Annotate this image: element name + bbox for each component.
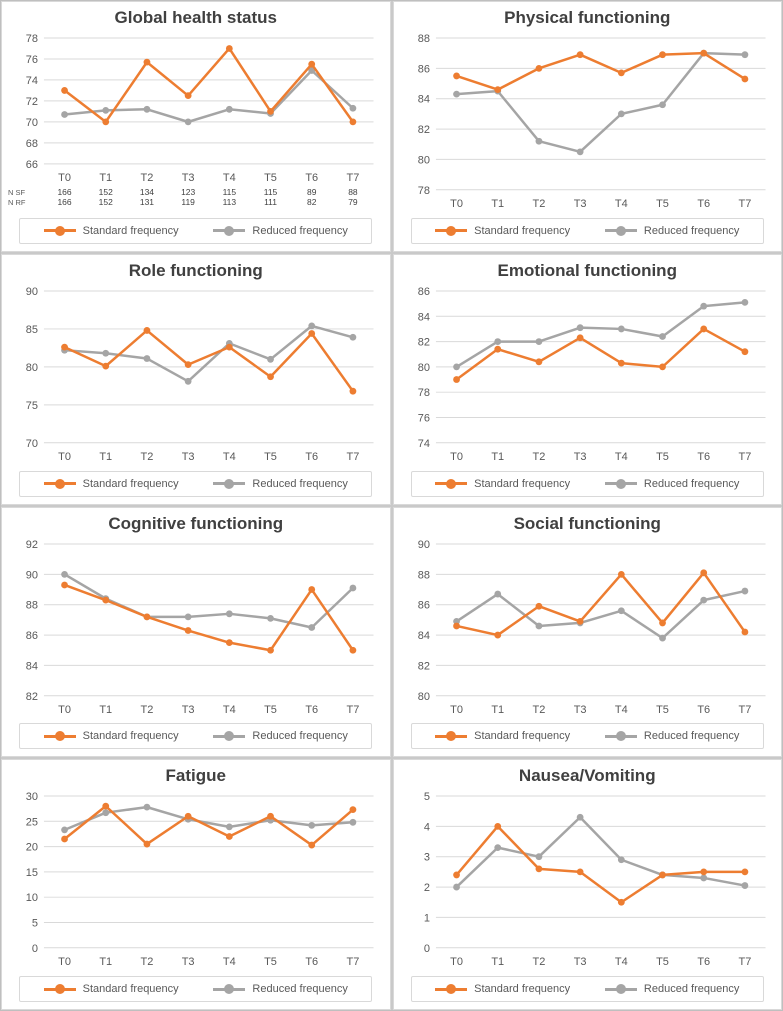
reduced-frequency-dot-icon — [224, 226, 234, 236]
svg-text:82: 82 — [25, 690, 38, 703]
reduced-frequency-dot-icon — [616, 984, 626, 994]
svg-text:T2: T2 — [532, 197, 545, 210]
standard-frequency-dot-icon — [446, 731, 456, 741]
svg-text:T7: T7 — [738, 703, 751, 716]
svg-text:25: 25 — [25, 816, 38, 829]
line-chart — [6, 534, 386, 724]
reduced-frequency-marker-icon — [213, 988, 245, 991]
chart-title: Physical functioning — [504, 8, 671, 27]
svg-text:82: 82 — [307, 196, 317, 207]
svg-text:T1: T1 — [490, 450, 504, 463]
svg-text:T4: T4 — [614, 956, 628, 969]
chart-panel — [1, 254, 391, 505]
chart-title: Social functioning — [513, 513, 661, 533]
svg-text:78: 78 — [25, 32, 38, 45]
standard-frequency-marker-icon — [435, 988, 467, 991]
legend-item-reduced — [213, 730, 347, 742]
svg-text:T3: T3 — [573, 197, 587, 210]
svg-text:T7: T7 — [738, 197, 751, 210]
svg-text:T3: T3 — [573, 703, 587, 716]
svg-text:T1: T1 — [99, 450, 113, 463]
chart-title: Cognitive functioning — [108, 513, 284, 533]
reduced-frequency-marker-icon — [213, 229, 245, 232]
legend-label-reduced: Reduced frequency — [252, 477, 348, 490]
svg-text:T0: T0 — [58, 450, 71, 463]
reduced-frequency-dot-icon — [616, 731, 626, 741]
reduced-frequency-dot-icon — [616, 226, 626, 236]
reduced-frequency-marker-icon — [605, 482, 637, 485]
legend-label-standard: Standard frequency — [82, 477, 179, 490]
legend-item-standard — [44, 225, 179, 237]
legend-label-standard: Standard frequency — [82, 730, 179, 743]
chart-legend — [411, 218, 764, 244]
chart-panel — [393, 759, 783, 1010]
standard-frequency-dot-icon — [446, 226, 456, 236]
svg-text:T1: T1 — [490, 197, 504, 210]
svg-text:T0: T0 — [449, 956, 463, 969]
svg-text:86: 86 — [417, 63, 430, 76]
svg-text:68: 68 — [25, 137, 38, 150]
standard-frequency-dot-icon — [446, 479, 456, 489]
svg-text:72: 72 — [25, 95, 38, 108]
svg-text:131: 131 — [139, 196, 155, 207]
reduced-frequency-marker-icon — [213, 482, 245, 485]
svg-text:84: 84 — [417, 311, 430, 324]
svg-text:88: 88 — [348, 186, 358, 197]
chart-legend — [411, 976, 764, 1002]
svg-text:T2: T2 — [532, 956, 545, 969]
svg-text:80: 80 — [25, 361, 38, 374]
svg-text:80: 80 — [417, 690, 430, 703]
svg-text:T5: T5 — [655, 197, 669, 210]
svg-text:T1: T1 — [490, 703, 504, 716]
reduced-frequency-dot-icon — [224, 731, 234, 741]
svg-text:86: 86 — [417, 599, 430, 612]
legend-label-reduced: Reduced frequency — [643, 477, 740, 490]
svg-text:74: 74 — [25, 74, 38, 87]
legend-label-standard: Standard frequency — [82, 983, 179, 995]
svg-text:T4: T4 — [222, 450, 236, 463]
svg-text:119: 119 — [181, 196, 195, 207]
svg-text:80: 80 — [417, 154, 430, 167]
svg-text:115: 115 — [222, 186, 237, 197]
svg-text:152: 152 — [98, 196, 113, 207]
legend-label-reduced: Reduced frequency — [252, 983, 348, 995]
svg-text:T4: T4 — [222, 956, 236, 969]
svg-text:84: 84 — [25, 659, 38, 672]
line-chart — [398, 786, 778, 976]
svg-text:85: 85 — [25, 323, 38, 336]
svg-text:0: 0 — [31, 943, 38, 956]
svg-text:88: 88 — [417, 32, 430, 45]
legend-item-standard — [44, 983, 179, 995]
chart-panel — [1, 1, 391, 252]
svg-text:152: 152 — [98, 186, 113, 197]
chart-title: Role functioning — [128, 260, 263, 280]
legend-label-standard: Standard frequency — [82, 224, 179, 237]
svg-text:T7: T7 — [346, 450, 360, 463]
svg-text:70: 70 — [25, 116, 38, 129]
legend-label-reduced: Reduced frequency — [252, 730, 348, 743]
line-chart — [6, 786, 386, 976]
svg-text:T0: T0 — [58, 171, 71, 184]
chart-legend — [411, 723, 764, 749]
chart-panel — [393, 254, 783, 505]
svg-text:T0: T0 — [58, 703, 71, 716]
svg-text:T1: T1 — [99, 171, 113, 184]
legend-label-standard: Standard frequency — [474, 983, 571, 995]
svg-text:T6: T6 — [305, 956, 319, 969]
svg-text:T5: T5 — [655, 450, 669, 463]
legend-item-reduced — [605, 730, 739, 742]
svg-text:111: 111 — [264, 196, 277, 207]
svg-text:T3: T3 — [181, 703, 195, 716]
svg-text:78: 78 — [417, 386, 430, 399]
svg-text:2: 2 — [423, 882, 430, 895]
svg-text:T2: T2 — [140, 703, 154, 716]
standard-frequency-marker-icon — [44, 482, 76, 485]
svg-text:T4: T4 — [614, 197, 628, 210]
svg-text:N SF: N SF — [7, 187, 26, 197]
legend-item-reduced — [605, 225, 739, 237]
svg-text:86: 86 — [417, 285, 430, 298]
legend-label-standard: Standard frequency — [474, 477, 571, 490]
svg-text:84: 84 — [417, 629, 430, 642]
svg-text:30: 30 — [25, 791, 38, 804]
svg-text:T4: T4 — [222, 171, 236, 184]
standard-frequency-dot-icon — [55, 226, 65, 236]
reduced-frequency-marker-icon — [605, 988, 637, 991]
svg-text:T3: T3 — [573, 956, 587, 969]
svg-text:T5: T5 — [264, 703, 277, 716]
svg-text:90: 90 — [417, 538, 430, 551]
svg-text:70: 70 — [25, 437, 38, 450]
svg-text:T1: T1 — [490, 956, 504, 969]
svg-text:T5: T5 — [264, 956, 277, 969]
line-chart — [398, 281, 778, 471]
chart-title: Fatigue — [165, 766, 226, 786]
svg-text:10: 10 — [25, 892, 38, 905]
svg-text:T1: T1 — [99, 703, 113, 716]
legend-item-standard — [44, 730, 179, 742]
svg-text:113: 113 — [222, 196, 237, 207]
line-chart — [398, 534, 778, 724]
standard-frequency-marker-icon — [435, 482, 467, 485]
legend-label-standard: Standard frequency — [474, 224, 571, 237]
svg-text:123: 123 — [181, 186, 196, 197]
legend-item-standard — [435, 478, 570, 490]
svg-text:N RF: N RF — [7, 197, 26, 207]
svg-text:T5: T5 — [264, 450, 277, 463]
chart-title: Nausea/Vomiting — [518, 766, 656, 786]
legend-item-standard — [435, 225, 570, 237]
svg-text:T0: T0 — [449, 703, 463, 716]
standard-frequency-marker-icon — [44, 988, 76, 991]
svg-text:5: 5 — [31, 917, 38, 930]
svg-text:115: 115 — [263, 186, 278, 197]
legend-item-standard — [44, 478, 179, 490]
legend-label-reduced: Reduced frequency — [252, 224, 348, 237]
legend-item-standard — [435, 983, 570, 995]
svg-text:T7: T7 — [346, 171, 360, 184]
chart-panel — [393, 507, 783, 758]
legend-label-reduced: Reduced frequency — [643, 224, 740, 237]
svg-text:T7: T7 — [738, 450, 751, 463]
standard-frequency-dot-icon — [446, 984, 456, 994]
reduced-frequency-dot-icon — [616, 479, 626, 489]
reduced-frequency-dot-icon — [224, 984, 234, 994]
chart-legend — [411, 471, 764, 497]
svg-text:T6: T6 — [696, 197, 710, 210]
svg-text:82: 82 — [417, 124, 430, 137]
standard-frequency-marker-icon — [44, 229, 76, 232]
legend-item-standard — [435, 730, 570, 742]
svg-text:66: 66 — [25, 158, 38, 171]
svg-text:166: 166 — [57, 186, 72, 197]
svg-text:T5: T5 — [655, 703, 669, 716]
svg-text:T0: T0 — [449, 450, 463, 463]
svg-text:T2: T2 — [140, 956, 154, 969]
legend-item-reduced — [605, 983, 739, 995]
svg-text:80: 80 — [417, 361, 430, 374]
legend-item-reduced — [605, 478, 739, 490]
svg-text:T1: T1 — [99, 956, 113, 969]
legend-label-reduced: Reduced frequency — [643, 730, 740, 743]
svg-text:T7: T7 — [346, 703, 360, 716]
chart-legend — [19, 723, 372, 749]
svg-text:T0: T0 — [58, 956, 71, 969]
svg-text:92: 92 — [25, 538, 38, 551]
svg-text:T7: T7 — [738, 956, 751, 969]
svg-text:134: 134 — [139, 186, 155, 197]
svg-text:88: 88 — [25, 599, 38, 612]
svg-text:T6: T6 — [696, 956, 710, 969]
svg-text:T4: T4 — [222, 703, 236, 716]
svg-text:88: 88 — [417, 568, 430, 581]
svg-text:T6: T6 — [305, 171, 319, 184]
svg-text:T6: T6 — [696, 703, 710, 716]
standard-frequency-marker-icon — [44, 735, 76, 738]
svg-text:T6: T6 — [305, 450, 319, 463]
standard-frequency-dot-icon — [55, 984, 65, 994]
svg-text:89: 89 — [307, 186, 317, 197]
chart-panel — [1, 759, 391, 1010]
svg-text:82: 82 — [417, 336, 430, 349]
svg-text:166: 166 — [57, 196, 72, 207]
svg-text:76: 76 — [417, 412, 430, 425]
svg-text:4: 4 — [423, 821, 430, 834]
standard-frequency-dot-icon — [55, 731, 65, 741]
svg-text:T5: T5 — [655, 956, 669, 969]
reduced-frequency-marker-icon — [213, 735, 245, 738]
svg-text:T6: T6 — [305, 703, 319, 716]
standard-frequency-dot-icon — [55, 479, 65, 489]
svg-text:T4: T4 — [614, 703, 628, 716]
svg-text:76: 76 — [25, 53, 38, 66]
svg-text:T2: T2 — [532, 703, 545, 716]
standard-frequency-marker-icon — [435, 229, 467, 232]
svg-text:79: 79 — [348, 196, 358, 207]
chart-title: Emotional functioning — [497, 260, 677, 280]
svg-text:86: 86 — [25, 629, 38, 642]
svg-text:T3: T3 — [181, 171, 195, 184]
svg-text:82: 82 — [417, 659, 430, 672]
legend-item-reduced — [213, 983, 347, 995]
svg-text:15: 15 — [25, 867, 38, 880]
legend-item-reduced — [213, 225, 347, 237]
svg-text:1: 1 — [423, 912, 430, 925]
legend-label-reduced: Reduced frequency — [643, 983, 740, 995]
svg-text:T2: T2 — [532, 450, 545, 463]
reduced-frequency-marker-icon — [605, 735, 637, 738]
chart-panel — [393, 1, 783, 252]
svg-text:T2: T2 — [140, 171, 154, 184]
svg-text:T3: T3 — [181, 956, 195, 969]
svg-text:90: 90 — [25, 285, 38, 298]
reduced-frequency-marker-icon — [605, 229, 637, 232]
svg-text:T0: T0 — [449, 197, 463, 210]
svg-text:T7: T7 — [346, 956, 360, 969]
svg-text:T5: T5 — [264, 171, 277, 184]
svg-text:T6: T6 — [696, 450, 710, 463]
line-chart — [6, 281, 386, 471]
svg-text:0: 0 — [423, 943, 430, 956]
reduced-frequency-dot-icon — [224, 479, 234, 489]
svg-text:T2: T2 — [140, 450, 154, 463]
svg-text:20: 20 — [25, 841, 38, 854]
svg-text:84: 84 — [417, 93, 430, 106]
svg-text:T3: T3 — [181, 450, 195, 463]
chart-legend — [19, 976, 372, 1002]
chart-title: Global health status — [114, 8, 277, 27]
svg-text:T3: T3 — [573, 450, 587, 463]
legend-label-standard: Standard frequency — [474, 730, 571, 743]
line-chart — [398, 28, 778, 218]
standard-frequency-marker-icon — [435, 735, 467, 738]
svg-text:78: 78 — [417, 184, 430, 197]
chart-legend — [19, 471, 372, 497]
svg-text:90: 90 — [25, 568, 38, 581]
svg-text:3: 3 — [423, 851, 430, 864]
svg-text:74: 74 — [417, 437, 430, 450]
svg-text:75: 75 — [25, 399, 38, 412]
chart-panel — [1, 507, 391, 758]
svg-text:5: 5 — [423, 791, 430, 804]
svg-text:T4: T4 — [614, 450, 628, 463]
legend-item-reduced — [213, 478, 347, 490]
chart-legend — [19, 218, 372, 244]
line-chart — [6, 28, 386, 218]
